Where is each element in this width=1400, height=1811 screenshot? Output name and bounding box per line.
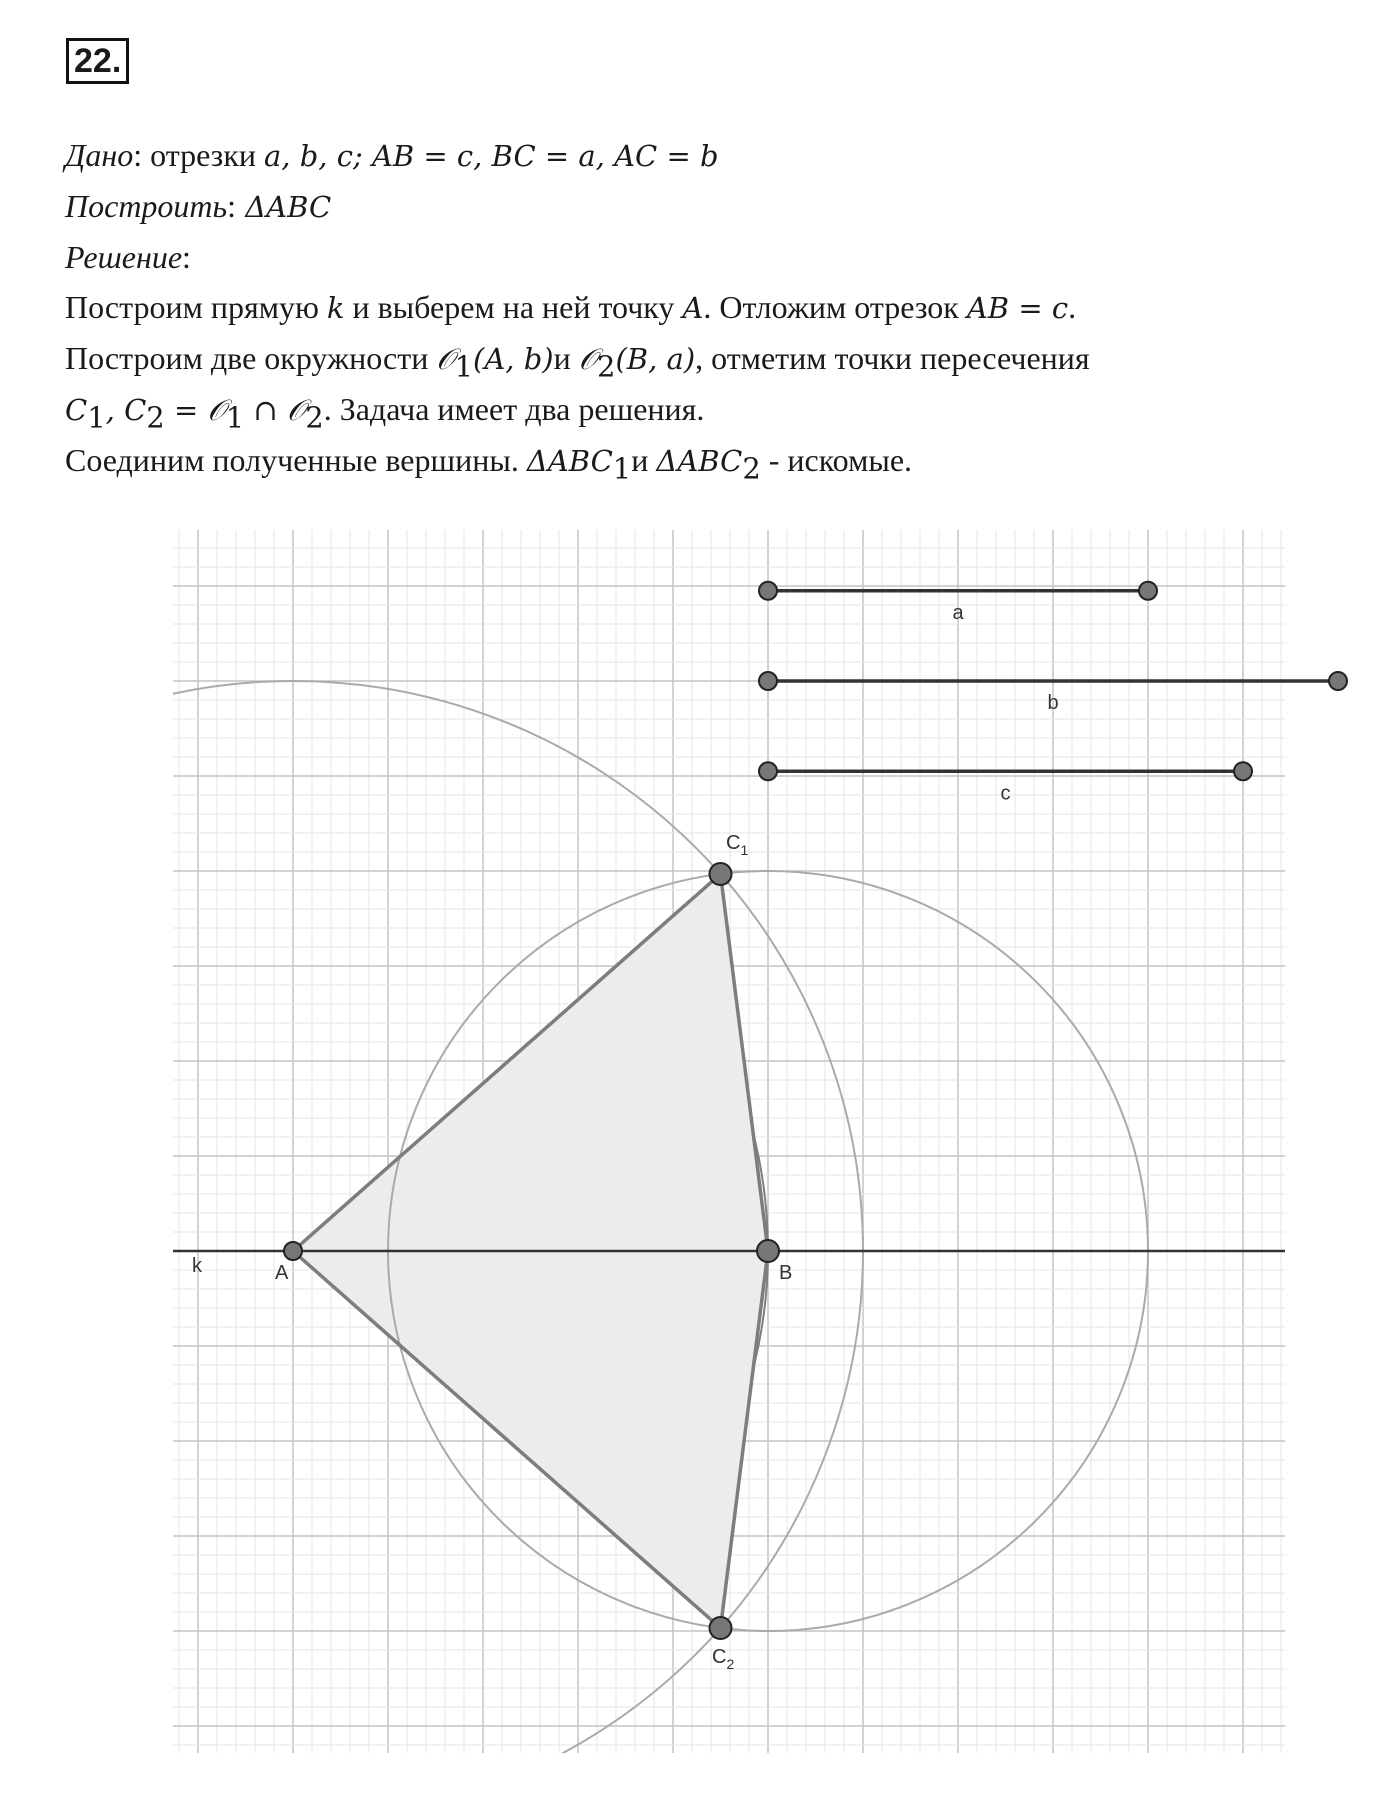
problem-number: 22. (66, 38, 129, 84)
text-run: и (631, 442, 657, 478)
point-b (757, 1240, 779, 1262)
arc-notch (754, 1138, 768, 1364)
triangle-abc1-fill (293, 874, 768, 1251)
text-run: . Отложим отрезок (703, 289, 967, 325)
point-c2 (710, 1617, 732, 1639)
math-run: k (326, 291, 345, 325)
construct-math: ΔABC (235, 190, 332, 224)
solution-line-4 (65, 435, 1345, 486)
subscript: 2 (305, 400, 324, 435)
math-run: ΔABC (656, 444, 743, 478)
solution-line-1 (65, 282, 1345, 333)
segment-a-start-point (759, 582, 777, 600)
text-run: и выберем на ней точку (344, 289, 683, 325)
circle-o2 (388, 871, 1148, 1631)
triangle-abc2-fill (293, 1251, 768, 1628)
point-a-label: A (275, 1262, 289, 1284)
construct-sep: : (227, 188, 236, 224)
given-segments (759, 582, 1347, 805)
math-run: 𝒪 (578, 342, 598, 376)
text-run: . Задача имеет два решения. (323, 391, 705, 427)
text-run: , отметим точки пересечения (695, 340, 1090, 376)
given-label: Дано (65, 137, 134, 173)
point-c1-letter: C (726, 832, 741, 854)
math-run: , C (105, 393, 147, 427)
segment-a-label: a (952, 601, 964, 624)
point-c2-label (712, 1646, 734, 1672)
text-run: Соединим полученные вершины. (65, 442, 527, 478)
circle-o1 (0, 681, 863, 1811)
math-run: ∩ 𝒪 (244, 393, 306, 427)
segment-b-start-point (759, 672, 777, 690)
segment-c-end-point (1234, 762, 1252, 780)
line-k-label: k (192, 1255, 202, 1277)
point-a (284, 1242, 302, 1260)
solution-heading (65, 232, 1345, 282)
construct-label: Построить (65, 188, 228, 224)
subscript: 1 (225, 400, 245, 435)
given-text: отрезки (142, 137, 264, 173)
construction-shapes (0, 681, 1285, 1811)
solution-sep: : (182, 239, 191, 275)
construct-line (65, 181, 1345, 232)
point-c1-label (726, 832, 748, 858)
edge-b-c1 (721, 874, 769, 1251)
text-run: . (1068, 289, 1077, 325)
edge-a-c1 (293, 874, 721, 1251)
point-c1-subscript: 1 (740, 842, 749, 858)
point-c2-letter: C (712, 1646, 727, 1668)
subscript: 2 (597, 349, 616, 384)
math-run: = 𝒪 (164, 393, 226, 427)
solution-line-3 (65, 384, 1345, 435)
segment-c-label: c (1000, 782, 1011, 805)
given-line (65, 130, 1345, 181)
subscript: 1 (454, 349, 474, 384)
problem-text (65, 130, 1345, 486)
math-run: (A, b) (473, 342, 554, 376)
math-run: AB = c (966, 291, 1069, 325)
text-run: Построим две окружности (65, 340, 437, 376)
math-run: ΔABC (526, 444, 613, 478)
subscript: 1 (87, 400, 106, 435)
segment-c-start-point (759, 762, 777, 780)
segment-a-end-point (1139, 582, 1157, 600)
point-c2-subscript: 2 (726, 1656, 735, 1672)
edge-a-c2 (293, 1251, 721, 1628)
point-c1 (710, 863, 732, 885)
math-run: A (682, 291, 704, 325)
text-run: - искомые. (760, 442, 913, 478)
labels (192, 832, 792, 1672)
edge-b-c2 (721, 1251, 769, 1628)
segment-b-label: b (1047, 692, 1059, 714)
subscript: 2 (742, 451, 761, 486)
segment-b-end-point (1329, 672, 1347, 690)
solution-line-2 (65, 333, 1345, 384)
grid (173, 530, 1285, 1753)
math-run: 𝒪 (436, 342, 455, 376)
given-math: a, b, c; AB = c, BC = a, AC = b (263, 139, 719, 173)
given-sep: : (133, 137, 143, 173)
text-run: Построим прямую (65, 289, 327, 325)
subscript: 2 (146, 400, 165, 435)
math-run: C (65, 393, 88, 427)
points (284, 863, 779, 1639)
math-run: (B, a) (615, 342, 696, 376)
point-b-label: B (779, 1262, 793, 1284)
solution-label: Решение (65, 239, 183, 275)
subscript: 1 (612, 451, 632, 486)
text-run: и (553, 340, 579, 376)
